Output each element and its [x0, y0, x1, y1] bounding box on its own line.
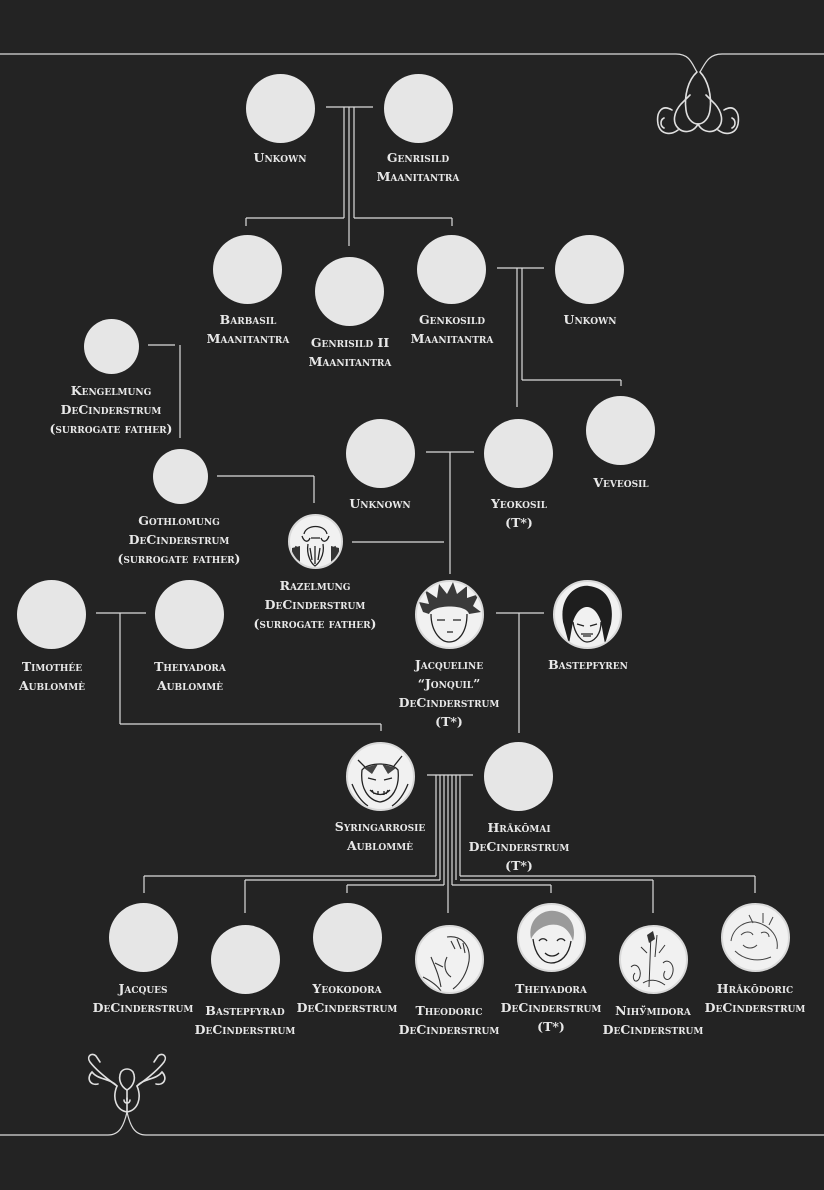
person-label: Unkown	[253, 150, 307, 165]
person-label: Theiyadora Aublommè	[154, 659, 226, 693]
portrait-placeholder	[155, 580, 224, 649]
sleeping-creature-sketch	[723, 905, 788, 970]
person-label: Barbasil Maanitantra	[206, 312, 290, 346]
person-label: Veveosil	[593, 475, 649, 490]
person-label: Bastepfyrad DeCinderstrum	[194, 1003, 296, 1037]
person-label: Syringarrosie Aublommè	[334, 819, 426, 853]
portrait-placeholder	[384, 74, 453, 143]
person-label: Bastepfyren	[548, 657, 628, 672]
portrait-placeholder	[84, 319, 139, 374]
person-label: Jacques DeCinderstrum	[92, 981, 194, 1015]
person-label: Kengelmung DeCinderstrum (surrogate father)	[49, 383, 173, 436]
portrait-placeholder	[346, 419, 415, 488]
portrait-placeholder	[313, 903, 382, 972]
portrait-placeholder	[555, 235, 624, 304]
person-label: Yeokosil (T*)	[490, 496, 548, 530]
portrait-placeholder	[246, 74, 315, 143]
person-label: Theodoric DeCinderstrum	[398, 1003, 500, 1037]
portrait-placeholder	[153, 449, 208, 504]
spiky-hair-sketch	[417, 582, 482, 647]
person-label: Yeokodora DeCinderstrum	[296, 981, 398, 1015]
person-label: Genrisild Maanitantra	[376, 150, 460, 184]
portrait-photo	[721, 903, 790, 972]
monster-sketch	[348, 744, 413, 809]
portrait-placeholder	[484, 742, 553, 811]
portrait-photo	[517, 903, 586, 972]
portrait-placeholder	[417, 235, 486, 304]
portrait-photo	[288, 514, 343, 569]
person-label: Timothée Aublommè	[18, 659, 86, 693]
person-label: Genkosild Maanitantra	[410, 312, 494, 346]
person-label: Unkown	[563, 312, 617, 327]
person-label: Theiyadora DeCinderstrum (T*)	[500, 981, 602, 1034]
person-label: Unknown	[349, 496, 411, 511]
person-label: Hrākōmai DeCinderstrum (T*)	[468, 820, 570, 873]
person-label: Razelmung DeCinderstrum (surrogate father)	[253, 578, 377, 631]
portrait-placeholder	[586, 396, 655, 465]
uterus-icon	[89, 1054, 166, 1112]
person-label: Nihўmidora DeCinderstrum	[602, 1003, 704, 1037]
dark-hair-sketch	[555, 582, 620, 647]
person-label: Jacqueline “Jonquil” DeCinderstrum (T*)	[398, 657, 500, 729]
bearded-man-sketch	[290, 516, 341, 567]
portrait-photo	[415, 580, 484, 649]
portrait-placeholder	[109, 903, 178, 972]
praying-hands-icon	[658, 72, 739, 133]
portrait-photo	[346, 742, 415, 811]
smiling-face-sketch	[519, 905, 584, 970]
portrait-placeholder	[213, 235, 282, 304]
person-label: Hrākōdoric DeCinderstrum	[704, 981, 806, 1015]
portrait-placeholder	[17, 580, 86, 649]
portrait-photo	[553, 580, 622, 649]
person-label: Gothlomung DeCinderstrum (surrogate father)	[117, 513, 241, 566]
person-label: Genrisild II Maanitantra	[308, 335, 392, 369]
